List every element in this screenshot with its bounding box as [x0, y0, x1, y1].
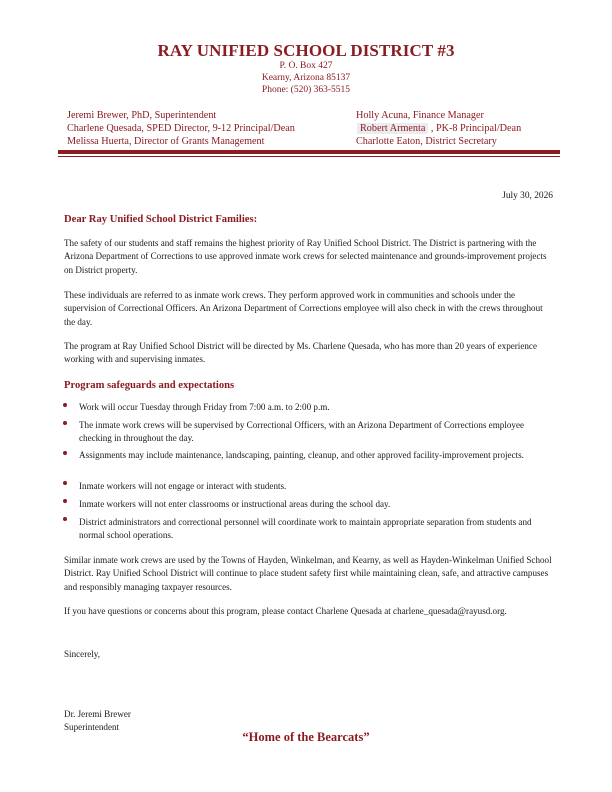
- bullet-dot: [63, 451, 67, 455]
- sign-off: Sincerely,: [64, 649, 101, 659]
- staff-grants-director: Melissa Huerta, Director of Grants Management: [67, 136, 265, 147]
- bullet-item-no-classrooms: Inmate workers will not enter classrooms or instructional areas during the school day.: [79, 499, 391, 509]
- po-box: P. O. Box 427: [279, 61, 333, 71]
- bullet-dot: [63, 499, 67, 503]
- bullet-dot: [63, 481, 67, 485]
- paragraph-contact: If you have questions or concerns about this program, please contact Charlene Quesada at charlene_quesada@rayusd.org.: [64, 606, 507, 616]
- signer-title: Superintendent: [64, 722, 120, 732]
- paragraph-director: The program at Ray Unified School District will be directed by Ms. Charlene Quesada, who has more than 20 years of experience working with and supervising inmates.: [64, 341, 537, 365]
- signer-name: Dr. Jeremi Brewer: [64, 709, 131, 719]
- staff-district-secretary: Charlotte Eaton, District Secretary: [356, 136, 497, 147]
- phone-number: Phone: (520) 363-5515: [261, 85, 351, 95]
- highlighted-name: Robert Armenta: [357, 123, 428, 134]
- staff-pk8-role: , PK-8 Principal/Dean: [428, 123, 522, 134]
- bullet-item-assignments: Assignments may include maintenance, landscaping, painting, cleanup, and other approved facility-improvement projects.: [79, 450, 524, 460]
- bullet-item-schedule: Work will occur Tuesday through Friday from 7:00 a.m. to 2:00 p.m.: [79, 402, 330, 412]
- paragraph-intro: The safety of our students and staff remains the highest priority of Ray Unified School District. The District is partnering with the Arizona Department of Corrections to use approved inmate work crews for selected maintenance and grounds-improvement projects on District property.: [64, 238, 547, 275]
- paragraph-crews: These individuals are referred to as inmate work crews. They perform approved work in communities and schools under the supervision of Correctional Officers. An Arizona Department of Corrections employee will also check in with the crews throughout the day.: [64, 290, 543, 327]
- bullet-item-coordination: District administrators and correctional personnel will coordinate work to maintain appropriate separation from students and normal school operations.: [79, 517, 532, 541]
- bullet-item-no-interaction: Inmate workers will not engage or interact with students.: [79, 481, 287, 491]
- paragraph-similar-crews: Similar inmate work crews are used by the Towns of Hayden, Winkelman, and Kearny, as well as Hayden-Winkelman Unified School District. Ray Unified School District will continue to place student safety first while maintaining clean, safe, and attractive campuses and responsibly managing taxpayer resources.: [64, 555, 552, 592]
- bullet-dot: [63, 403, 67, 407]
- footer-motto: “Home of the Bearcats”: [242, 730, 370, 744]
- staff-sped-director: Charlene Quesada, SPED Director, 9-12 Principal/Dean: [67, 123, 295, 134]
- city-state-zip: Kearny, Arizona 85137: [261, 73, 351, 83]
- letterhead-rule-thick: [58, 150, 560, 154]
- bullet-item-supervision: The inmate work crews will be supervised by Correctional Officers, with an Arizona Department of Corrections employee checking in throughout the day.: [79, 420, 525, 444]
- bullet-dot: [63, 421, 67, 425]
- staff-superintendent: Jeremi Brewer, PhD, Superintendent: [67, 110, 217, 121]
- bullet-dot: [63, 517, 67, 521]
- salutation: Dear Ray Unified School District Families:: [64, 214, 258, 225]
- district-name: RAY UNIFIED SCHOOL DISTRICT #3: [157, 41, 455, 60]
- staff-finance-manager: Holly Acuna, Finance Manager: [356, 110, 484, 121]
- letterhead-rule-thin: [58, 156, 560, 157]
- safeguards-heading: Program safeguards and expectations: [64, 380, 235, 391]
- staff-pk8-principal: [360, 123, 521, 134]
- letter-date: July 30, 2026: [502, 191, 553, 201]
